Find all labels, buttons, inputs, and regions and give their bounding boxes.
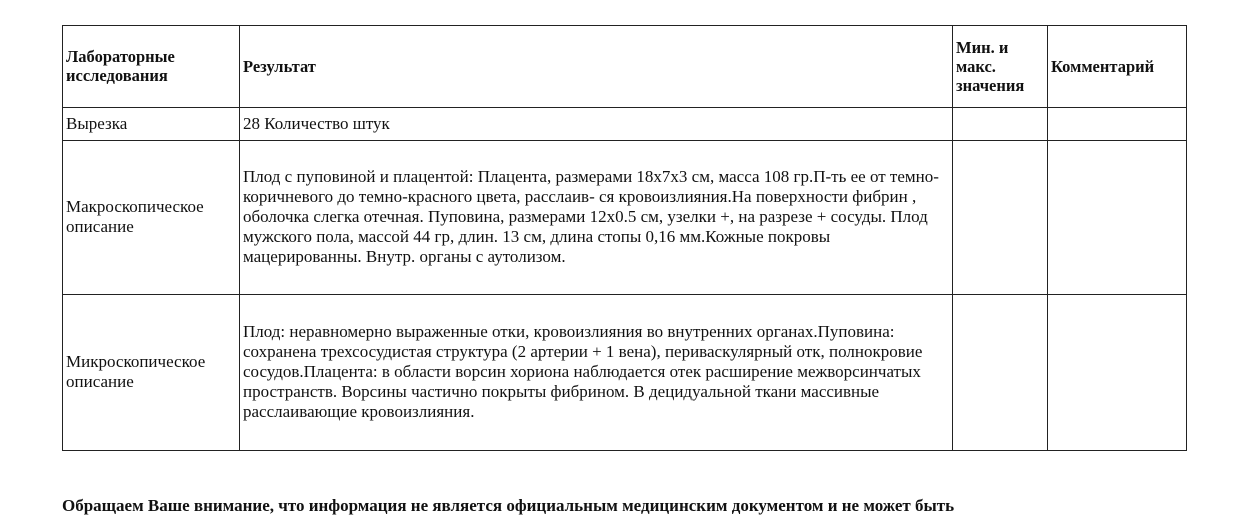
row-min-max (953, 108, 1048, 141)
table-row (63, 141, 1187, 295)
table-row (63, 295, 1187, 451)
row-name: Вырезка (63, 108, 240, 141)
row-result: Плод: неравномерно выраженные отки, кровоизлияния во внутренних органах.Пуповина: сохранена трехсосудистая структура (2 артерии + 1 вена), периваскулярный отк, полнокровие сосудов.Плацента: в области ворсин хориона наблюдается отек расширение межворсинчатых пространств. Ворсины частично покрыты фибрином. В децидуальной ткани массивные расслаивающие кровоизлияния. (240, 295, 953, 451)
lab-results-table (62, 25, 1187, 451)
row-min-max (953, 295, 1048, 451)
header-result: Результат (240, 26, 953, 108)
row-name: Микроскопическое описание (63, 295, 240, 451)
row-min-max (953, 141, 1048, 295)
header-min-max: Мин. и макс. значения (953, 26, 1048, 108)
row-comment (1048, 295, 1187, 451)
header-lab-tests: Лабораторные исследования (63, 26, 240, 108)
row-result: 28 Количество штук (240, 108, 953, 141)
table-row (63, 108, 1187, 141)
row-result: Плод с пуповиной и плацентой: Плацента, размерами 18х7х3 см, масса 108 гр.П-ть ее от темно-коричневого до темно-красного цвета, расслаив- ся кровоизлияния.На поверхности фибрин , оболочка слегка отечная. Пуповина, размерами 12х0.5 см, узелки +, на разрезе + сосуды. Плод мужского пола, массой 44 гр, длин. 13 см, длина стопы 0,16 мм.Кожные покровы мацерированны. Внутр. органы с аутолизом. (240, 141, 953, 295)
row-comment (1048, 108, 1187, 141)
row-name: Макроскопическое описание (63, 141, 240, 295)
header-comment: Комментарий (1048, 26, 1187, 108)
disclaimer-notice: Обращаем Ваше внимание, что информация не является официальным медицинским документом и не может быть (62, 496, 955, 515)
table-header-row (63, 26, 1187, 108)
row-comment (1048, 141, 1187, 295)
